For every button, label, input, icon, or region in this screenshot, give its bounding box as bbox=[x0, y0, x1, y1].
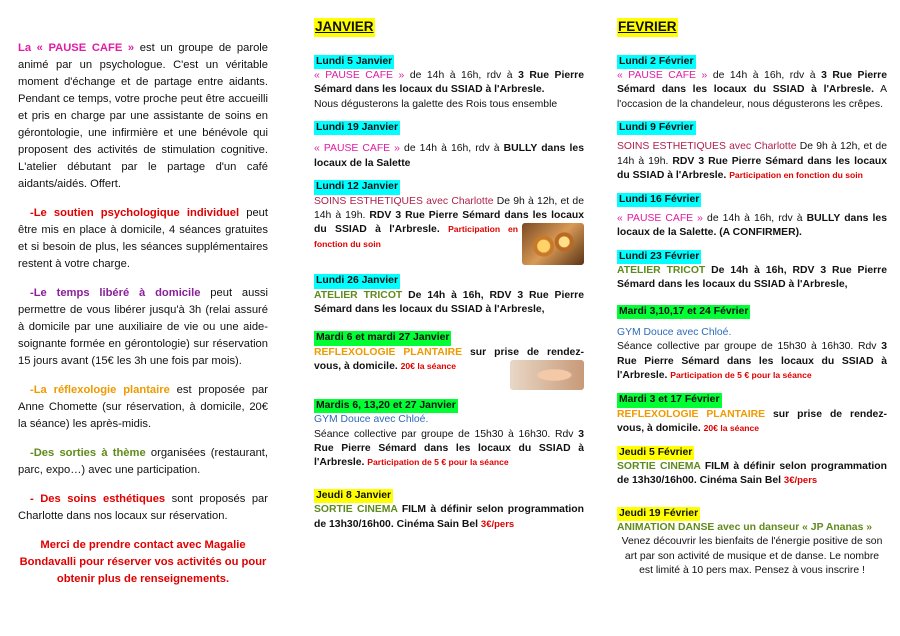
temps-libere-paragraph: -Le temps libéré à domicile peut aussi permettre de vous libérer jusqu'à 3h (relai assuré à domicile par une auxiliaire de vie ou une aide-soignante formée en gérontologie) sur réservation 15 jours avant (15€ les 3h une fois par mois). bbox=[18, 287, 268, 368]
event-soins-12-janvier: Lundi 12 Janvier SOINS ESTHETIQUES avec Charlotte De 9h à 12h, et de 14h à 19h. RDV 3 Rue Pierre Sémard dans les locaux du SSIAD à l'Arbresle. Participation en fonction du soin bbox=[314, 180, 584, 265]
spa-candles-image bbox=[522, 223, 584, 265]
event-date: Mardi 3,10,17 et 24 Février bbox=[617, 305, 750, 319]
intro-paragraph: La « PAUSE CAFE » est un groupe de parole animé par un psychologue. C'est un véritable moment d'échange et de partage entre aidants. Pendant ce temps, votre proche peut être accueilli et pris en charge par une assistante de soins en gérontologie, une infirmière et une bénévole qui proposent des activités de stimulation cognitive. L'atelier débutant par le partage d'un café aidants/aidés. Offert. bbox=[18, 42, 268, 191]
event-gym-fevrier: Mardi 3,10,17 et 24 Février GYM Douce avec Chloé. Séance collective par groupe de 15h30 à 16h30. Rdv 3 Rue Pierre Sémard dans les locaux du SSIAD à l'Arbresle. Participation de 5 € pour la séance bbox=[617, 305, 887, 382]
event-date: Lundi 9 Février bbox=[617, 121, 696, 135]
event-cinema-fevrier: Jeudi 5 Février SORTIE CINEMA FILM à définir selon programmation de 13h30/16h00. Cinéma Sain Bel 3€/pers bbox=[617, 446, 887, 487]
event-pause-cafe-2-fevrier: Lundi 2 Février « PAUSE CAFE » de 14h à 16h, rdv à 3 Rue Pierre Sémard dans les locaux du SSIAD à l'Arbresle. A l'occasion de la chandeleur, nous dégusterons les crêpes. bbox=[617, 55, 887, 110]
janvier-column bbox=[314, 18, 584, 541]
event-pause-cafe-16-fevrier: Lundi 16 Février « PAUSE CAFE » de 14h à 16h, rdv à BULLY dans les locaux de la Salette. (A CONFIRMER). bbox=[617, 193, 887, 239]
event-tricot-23-fevrier: Lundi 23 Février ATELIER TRICOT De 14h à 16h, RDV 3 Rue Pierre Sémard dans les locaux du SSIAD à l'Arbresle, bbox=[617, 250, 887, 291]
event-date: Mardi 6 et mardi 27 Janvier bbox=[314, 331, 451, 345]
event-date: Lundi 5 Janvier bbox=[314, 55, 394, 69]
event-reflexologie-fevrier: Mardi 3 et 17 Février REFLEXOLOGIE PLANTAIRE sur prise de rendez-vous, à domicile. 20€ la séance bbox=[617, 394, 887, 435]
event-date: Jeudi 5 Février bbox=[617, 446, 694, 460]
event-soins-9-fevrier: Lundi 9 Février SOINS ESTHETIQUES avec Charlotte De 9h à 12h, et de 14h à 19h. RDV 3 Rue Pierre Sémard dans les locaux du SSIAD à l'Arbresle. Participation en fonction du soin bbox=[617, 122, 887, 182]
event-tricot-26-janvier: Lundi 26 Janvier ATELIER TRICOT De 14h à 16h, RDV 3 Rue Pierre Sémard dans les locaux du SSIAD à l'Arbresle, bbox=[314, 275, 584, 315]
sorties-paragraph: -Des sorties à thème organisées (restaurant, parc, expo…) avec une participation. bbox=[18, 447, 269, 477]
fevrier-column bbox=[617, 18, 887, 587]
event-danse-fevrier: Jeudi 19 Février ANIMATION DANSE avec un danseur « JP Ananas » Venez découvrir les bienfaits de l'énergie positive de son art par son activité de musique et de danse. Le nombre est limité à 10 pers max. Pensez à vous inscrire ! bbox=[617, 507, 883, 577]
event-cinema-janvier: Jeudi 8 Janvier SORTIE CINEMA FILM à définir selon programmation de 13h30/16h00. Cinéma Sain Bel 3€/pers bbox=[314, 489, 584, 530]
event-date: Mardis 6, 13,20 et 27 Janvier bbox=[314, 399, 458, 413]
fevrier-title: FEVRIER bbox=[617, 18, 678, 37]
janvier-title: JANVIER bbox=[314, 18, 375, 37]
event-date: Lundi 12 Janvier bbox=[314, 180, 400, 194]
event-date: Lundi 23 Février bbox=[617, 250, 701, 264]
event-gym-janvier: Mardis 6, 13,20 et 27 Janvier GYM Douce avec Chloé. Séance collective par groupe de 15h30 à 16h30. Rdv 3 Rue Pierre Sémard dans les locaux du SSIAD à l'Arbresle. Participation de 5 € pour la séance bbox=[314, 400, 584, 469]
event-date: Lundi 26 Janvier bbox=[314, 274, 400, 288]
event-reflexologie-janvier: Mardi 6 et mardi 27 Janvier REFLEXOLOGIE PLANTAIRE sur prise de rendez-vous, à domicile. 20€ la séance bbox=[314, 331, 584, 390]
event-date: Jeudi 8 Janvier bbox=[314, 489, 393, 503]
contact-text: Merci de prendre contact avec Magalie Bondavalli pour réserver vos activités ou pour obtenir plus de renseignements. bbox=[19, 539, 267, 586]
event-date: Lundi 2 Février bbox=[617, 55, 696, 69]
info-column bbox=[18, 40, 268, 588]
reflexologie-paragraph: -La réflexologie plantaire est proposée par Anne Chomette (sur réservation, à domicile, 20€ la séance) les après-midis. bbox=[18, 384, 268, 431]
soutien-paragraph: -Le soutien psychologique individuel peut être mis en place à domicile, 4 séances gratuites et si besoin de plus, les séances supplémentaires restent à votre charge. bbox=[18, 207, 268, 271]
soins-paragraph: - Des soins esthétiques sont proposés par Charlotte dans nos locaux sur réservation. bbox=[18, 493, 268, 523]
event-date: Mardi 3 et 17 Février bbox=[617, 393, 722, 407]
event-pause-cafe-5-janvier: Lundi 5 Janvier « PAUSE CAFE » de 14h à 16h, rdv à 3 Rue Pierre Sémard dans les locaux du SSIAD à l'Arbresle. Nous dégusterons la galette des Rois tous ensemble bbox=[314, 55, 584, 110]
foot-massage-image bbox=[510, 360, 584, 390]
event-date: Lundi 19 Janvier bbox=[314, 121, 400, 135]
event-date: Jeudi 19 Février bbox=[617, 507, 700, 521]
event-date: Lundi 16 Février bbox=[617, 193, 701, 207]
event-pause-cafe-19-janvier: Lundi 19 Janvier « PAUSE CAFE » de 14h à 16h, rdv à BULLY dans les locaux de la Salette bbox=[314, 122, 584, 169]
